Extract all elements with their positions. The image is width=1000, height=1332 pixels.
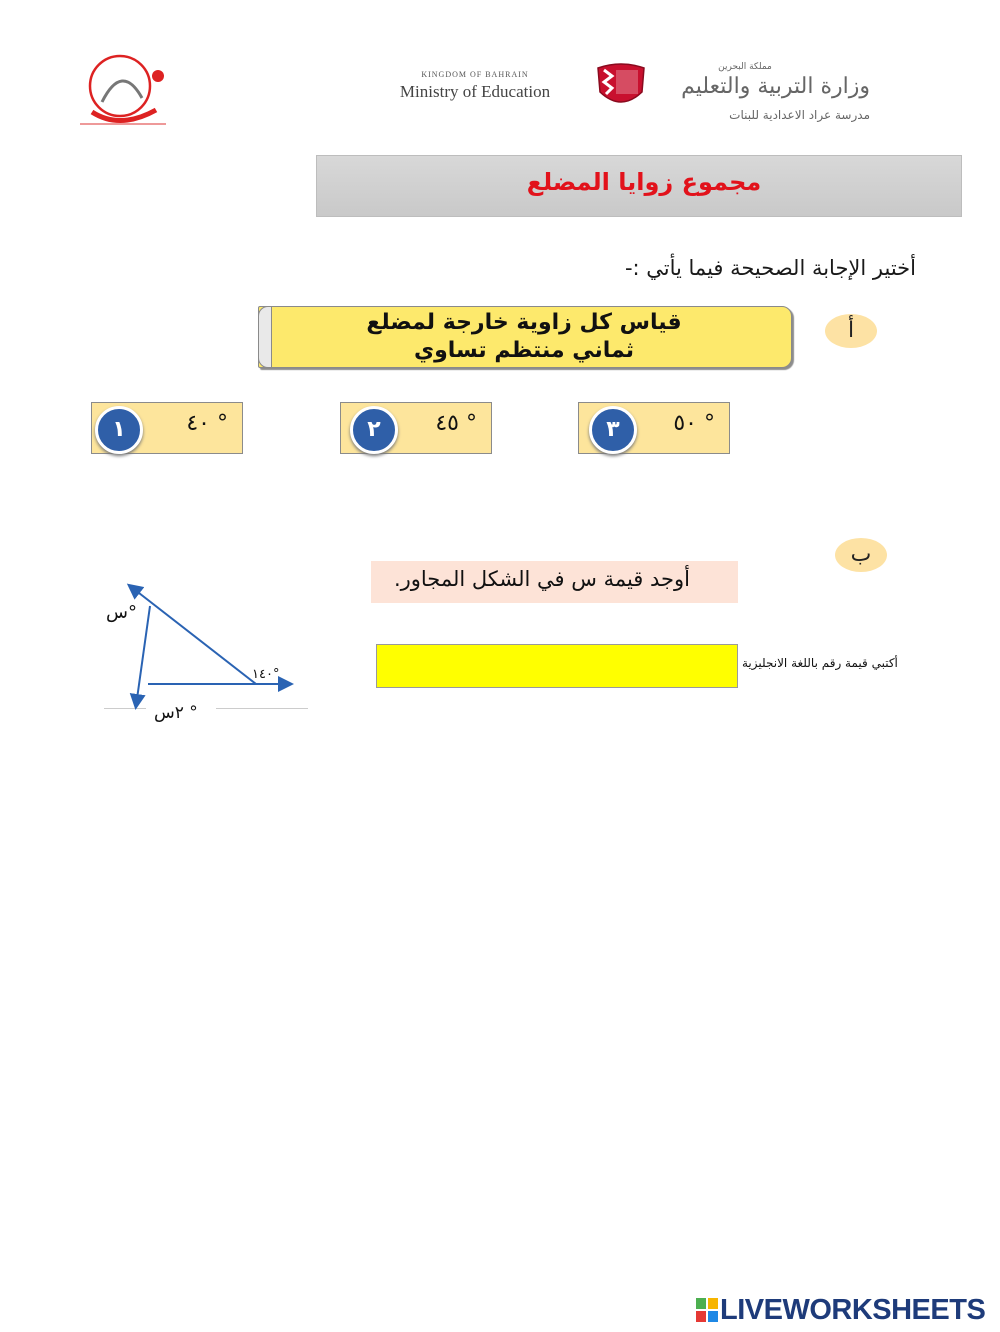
school-name-ar: مدرسة عراد الاعدادية للبنات: [729, 108, 870, 122]
question-b-label: ب: [835, 538, 887, 572]
question-b-prompt-box: [371, 561, 738, 603]
ministry-header: [370, 62, 870, 128]
instruction-text: أختير الإجابة الصحيحة فيما يأتي :-: [624, 256, 916, 280]
question-a-box-tab: [258, 306, 272, 368]
option-2-value: ° ٤٥: [435, 411, 477, 436]
option-3-button[interactable]: ٣: [589, 406, 637, 454]
ministry-name-ar: وزارة التربية والتعليم: [681, 74, 870, 99]
question-a-line1: قياس كل زاوية خارجة لمضلع: [366, 310, 682, 335]
ministry-kingdom-ar: مملكة البحرين: [718, 62, 772, 72]
title-bar: [316, 155, 962, 217]
answer-input[interactable]: [376, 644, 738, 688]
ministry-kingdom-en: KINGDOM OF BAHRAIN: [421, 70, 529, 79]
option-3-value: ° ٥٠: [673, 411, 715, 436]
liveworksheets-logo: [696, 1294, 992, 1328]
option-1-value: ° ٤٠: [186, 411, 228, 436]
triangle-figure: [90, 570, 320, 740]
liveworksheets-badge-icon: [696, 1298, 718, 1322]
option-2-button[interactable]: ٢: [350, 406, 398, 454]
bahrain-emblem-icon: [592, 62, 650, 112]
question-a-box: [258, 306, 792, 368]
page-title: مجموع زوايا المضلع: [526, 168, 762, 196]
option-1-button[interactable]: ١: [95, 406, 143, 454]
school-logo: [72, 52, 172, 130]
question-a-line2: ثماني منتظم تساوي: [413, 338, 635, 363]
question-b-prompt: أوجد قيمة س في الشكل المجاور.: [393, 567, 690, 591]
angle-right-label: ١٤٠°: [252, 667, 280, 682]
question-a-label: أ: [825, 314, 877, 348]
ministry-name-en: Ministry of Education: [399, 82, 551, 101]
angle-top-label: س°: [106, 602, 137, 623]
answer-label: أكتبي قيمة رقم باللغة الانجليزية: [742, 656, 898, 670]
liveworksheets-brand: LIVEWORKSHEETS: [720, 1294, 986, 1326]
angle-bottom-label: ٢س °: [154, 703, 198, 723]
question-a-text: [289, 309, 759, 365]
